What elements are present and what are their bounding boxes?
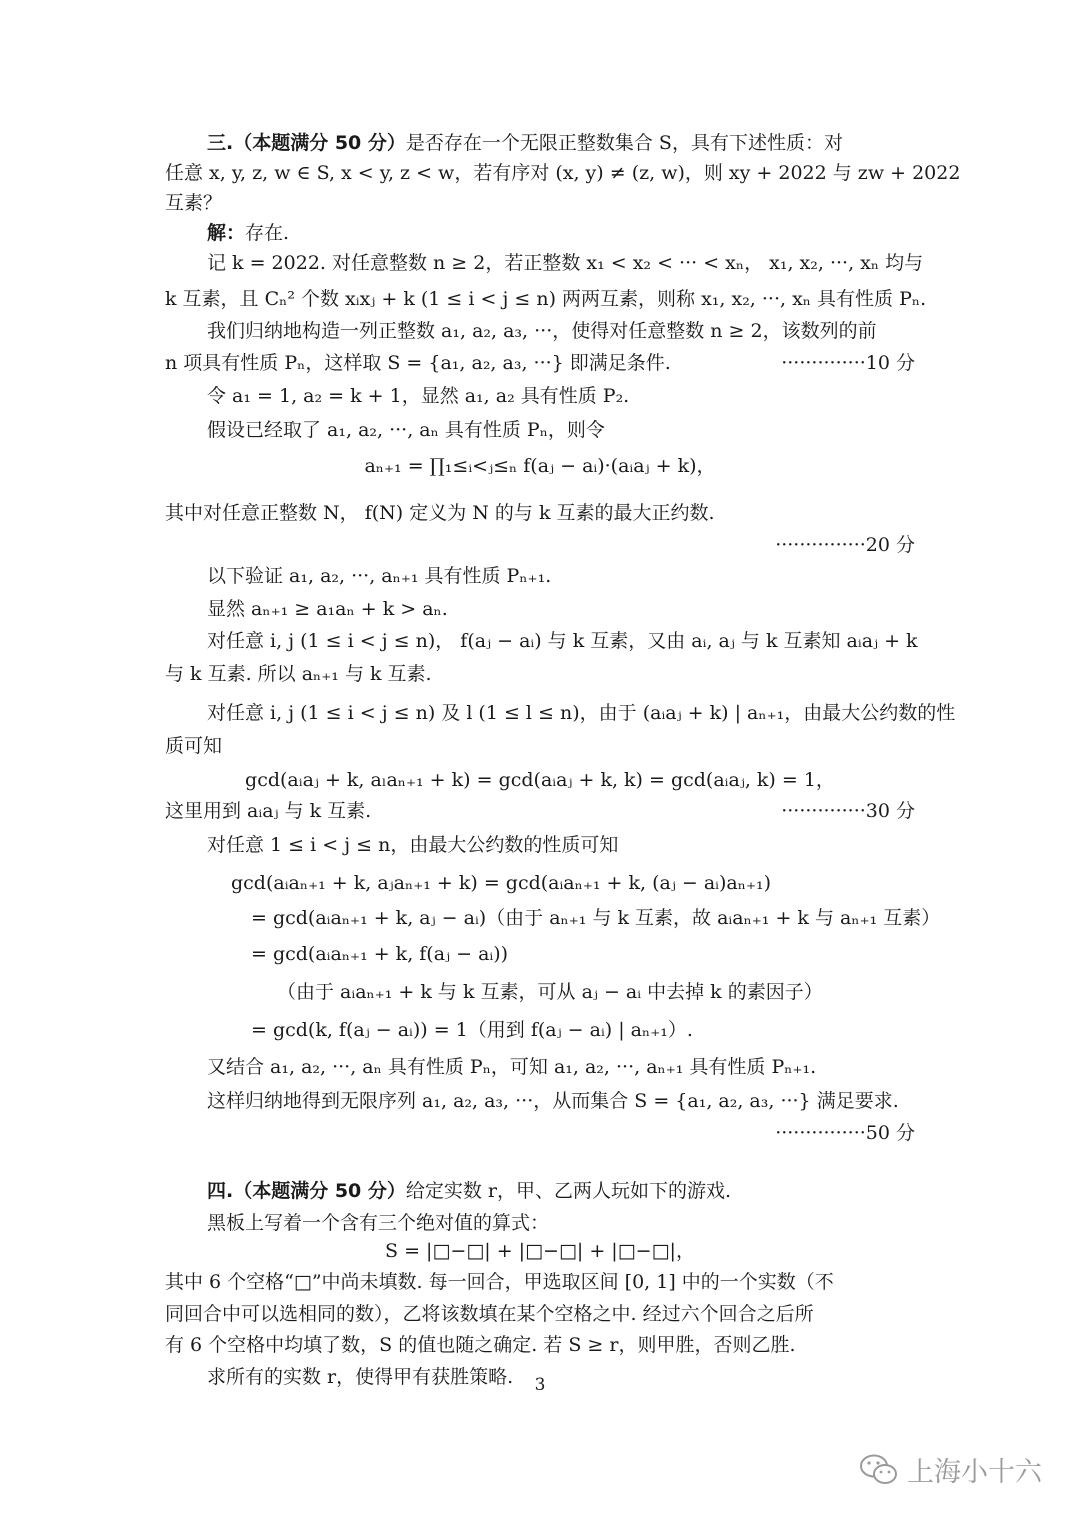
problem3-line-1: 三.（本题满分 50 分）是否存在一个无限正整数集合 S，具有下述性质：对: [207, 132, 843, 154]
wechat-icon: [859, 1453, 899, 1487]
body-line: 这样归纳地得到无限序列 a₁, a₂, a₃, ···，从而集合 S = {a₁, a₂, a₃, ···} 满足要求.: [207, 1090, 899, 1112]
problem4-line: 其中 6 个空格“□”中尚未填数. 每一回合，甲选取区间 [0, 1] 中的一个实数（不: [165, 1271, 834, 1293]
gcd-step-3: = gcd(aᵢaₙ₊₁ + k, f(aⱼ − aᵢ)): [251, 943, 509, 965]
body-line: 又结合 a₁, a₂, ···, aₙ 具有性质 Pₙ，可知 a₁, a₂, ···, aₙ₊₁ 具有性质 Pₙ₊₁.: [207, 1056, 817, 1078]
watermark-text: 上海小十六: [907, 1457, 1042, 1488]
problem3-header: 三.（本题满分 50 分）: [207, 132, 406, 154]
score-30: ··············30 分: [781, 800, 915, 822]
gcd-step-2: = gcd(aᵢaₙ₊₁ + k, aⱼ − aᵢ)（由于 aₙ₊₁ 与 k 互素，故 aᵢaₙ₊₁ + k 与 aₙ₊₁ 互素）: [251, 907, 941, 929]
body-line: 这里用到 aᵢaⱼ 与 k 互素.: [165, 800, 372, 822]
body-line: 与 k 互素. 所以 aₙ₊₁ 与 k 互素.: [165, 663, 432, 685]
abs-formula: S = |□−□| + |□−□| + |□−□|，: [385, 1240, 695, 1262]
problem4-line: 同回合中可以选相同的数），乙将该数填在某个空格之中. 经过六个回合之后所: [165, 1303, 814, 1325]
problem4-line: 有 6 个空格中均填了数，S 的值也随之确定. 若 S ≥ r，则甲胜，否则乙胜.: [165, 1334, 796, 1356]
body-line: 对任意 i, j (1 ≤ i < j ≤ n) 及 l (1 ≤ l ≤ n)，由于 (aᵢaⱼ + k) | aₙ₊₁，由最大公约数的性: [207, 702, 956, 724]
score-50: ···············50 分: [775, 1122, 915, 1144]
body-line: 其中对任意正整数 N， f(N) 定义为 N 的与 k 互素的最大正约数.: [165, 502, 715, 524]
product-formula: aₙ₊₁ = ∏₁≤ᵢ<ⱼ≤ₙ f(aⱼ − aᵢ)·(aᵢaⱼ + k)，: [364, 455, 716, 477]
gcd-formula-1: gcd(aᵢaⱼ + k, aₗaₙ₊₁ + k) = gcd(aᵢaⱼ + k, k) = gcd(aᵢaⱼ, k) = 1，: [245, 769, 835, 791]
score-10: ··············10 分: [781, 352, 915, 374]
body-line: 令 a₁ = 1, a₂ = k + 1，显然 a₁, a₂ 具有性质 P₂.: [207, 385, 630, 407]
problem3-line-3: 互素？: [165, 192, 223, 214]
problem4-header: 四.（本题满分 50 分）: [207, 1180, 406, 1202]
body-line: 以下验证 a₁, a₂, ···, aₙ₊₁ 具有性质 Pₙ₊₁.: [207, 565, 552, 587]
page-number: 3: [534, 1375, 546, 1395]
gcd-step-1: gcd(aᵢaₙ₊₁ + k, aⱼaₙ₊₁ + k) = gcd(aᵢaₙ₊₁ + k, (aⱼ − aᵢ)aₙ₊₁): [231, 872, 772, 894]
body-line: k 互素，且 Cₙ² 个数 xᵢxⱼ + k (1 ≤ i < j ≤ n) 两两互素，则称 x₁, x₂, ···, xₙ 具有性质 Pₙ.: [165, 288, 927, 310]
body-line: 我们归纳地构造一列正整数 a₁, a₂, a₃, ···，使得对任意整数 n ≥ 2，该数列的前: [207, 320, 877, 342]
gcd-step-4: = gcd(k, f(aⱼ − aᵢ)) = 1（用到 f(aⱼ − aᵢ) | aₙ₊₁）.: [251, 1019, 693, 1041]
body-line: 假设已经取了 a₁, a₂, ···, aₙ 具有性质 Pₙ，则令: [207, 419, 605, 441]
body-line: 记 k = 2022. 对任意整数 n ≥ 2，若正整数 x₁ < x₂ < ··· < xₙ， x₁, x₂, ···, xₙ 均与: [207, 252, 924, 274]
body-line: 对任意 1 ≤ i < j ≤ n，由最大公约数的性质可知: [207, 834, 619, 856]
body-line: 对任意 i, j (1 ≤ i < j ≤ n)， f(aⱼ − aᵢ) 与 k 互素，又由 aᵢ, aⱼ 与 k 互素知 aᵢaⱼ + k: [207, 630, 918, 652]
body-line: 显然 aₙ₊₁ ≥ a₁aₙ + k > aₙ.: [207, 598, 448, 620]
problem4-line: 求所有的实数 r，使得甲有获胜策略.: [207, 1366, 514, 1388]
problem3-line-2: 任意 x, y, z, w ∈ S, x < y, z < w，若有序对 (x, y) ≠ (z, w)，则 xy + 2022 与 zw + 2022: [165, 162, 961, 184]
score-20: ···············20 分: [775, 534, 915, 556]
problem4-line-1: 四.（本题满分 50 分）给定实数 r，甲、乙两人玩如下的游戏.: [207, 1180, 732, 1202]
body-line: n 项具有性质 Pₙ，这样取 S = {a₁, a₂, a₃, ···} 即满足条件.: [165, 352, 671, 374]
body-line: 质可知: [165, 735, 223, 757]
problem4-line: 黑板上写着一个含有三个绝对值的算式：: [207, 1212, 550, 1234]
solution-line: 解：存在.: [207, 222, 290, 244]
gcd-note: （由于 aᵢaₙ₊₁ + k 与 k 互素，可从 aⱼ − aᵢ 中去掉 k 的素因子）: [277, 981, 823, 1003]
watermark: [859, 1450, 1042, 1489]
